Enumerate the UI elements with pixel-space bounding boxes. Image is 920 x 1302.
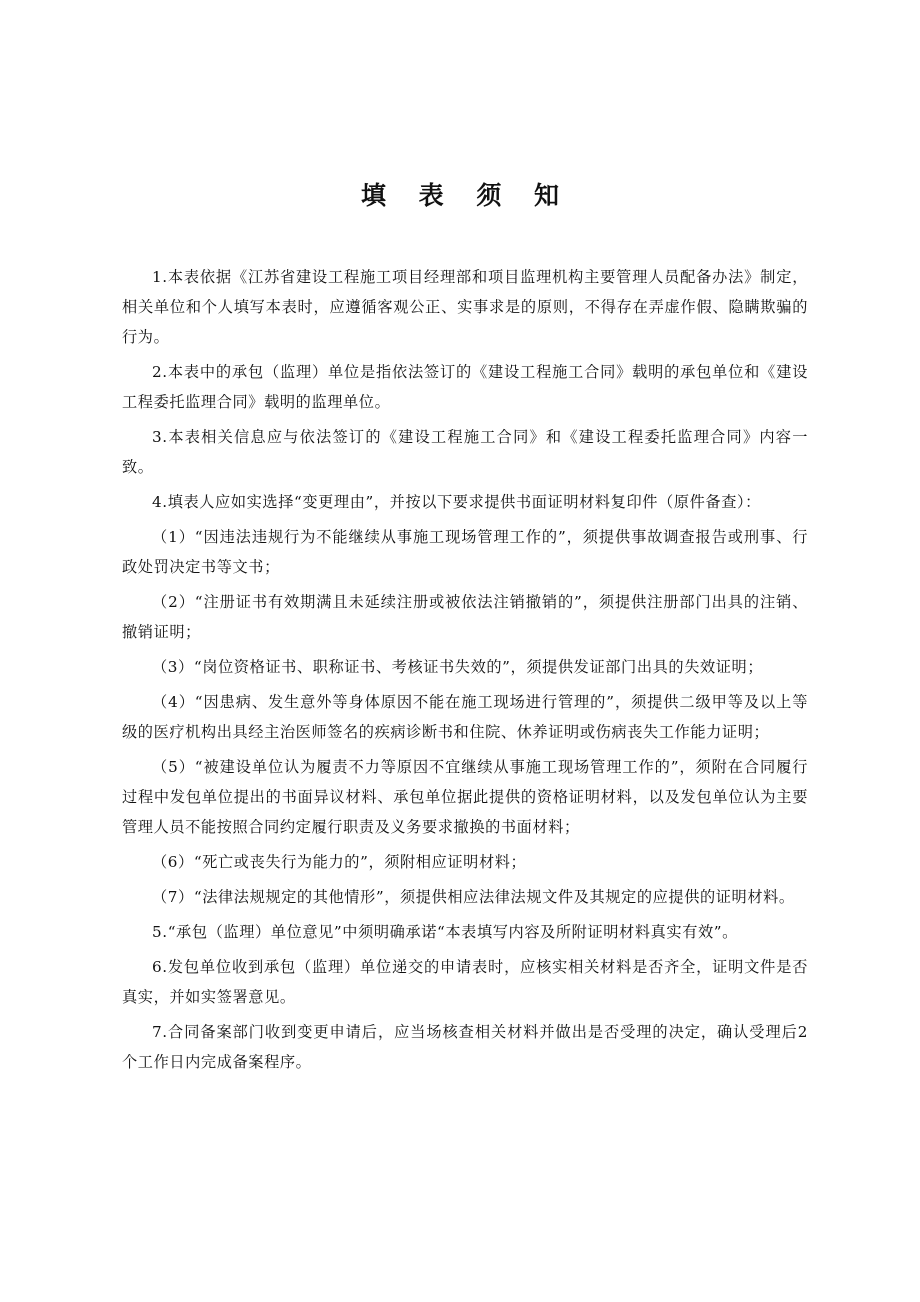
instruction-2: 2.本表中的承包（监理）单位是指依法签订的《建设工程施工合同》载明的承包单位和《建设工程委托监理合同》载明的监理单位。 — [122, 363, 808, 411]
instruction-6: 6.发包单位收到承包（监理）单位递交的申请表时，应核实相关材料是否齐全，证明文件是否真实，并如实签署意见。 — [122, 958, 808, 1006]
instructions-body — [122, 262, 808, 1082]
instruction-5: 5.“承包（监理）单位意见”中须明确承诺“本表填写内容及所附证明材料真实有效”。 — [152, 923, 738, 941]
instruction-4-item-6: （6）“死亡或丧失行为能力的”，须附相应证明材料； — [152, 853, 527, 871]
instruction-4-item-2: （2）“注册证书有效期满且未延续注册或被依法注销撤销的”，须提供注册部门出具的注销、撤销证明； — [122, 593, 808, 641]
instruction-1: 1.本表依据《江苏省建设工程施工项目经理部和项目监理机构主要管理人员配备办法》制定，相关单位和个人填写本表时，应遵循客观公正、实事求是的原则，不得存在弄虚作假、隐瞒欺骗的行为。 — [122, 268, 808, 346]
page-title: 填 表 须 知 — [360, 181, 572, 210]
instruction-4: 4.填表人应如实选择“变更理由”，并按以下要求提供书面证明材料复印件（原件备查）： — [152, 493, 761, 511]
instruction-4-item-7: （7）“法律法规规定的其他情形”，须提供相应法律法规文件及其规定的应提供的证明材料。 — [152, 888, 795, 906]
instruction-7: 7.合同备案部门收到变更申请后，应当场核查相关材料并做出是否受理的决定，确认受理后2个工作日内完成备案程序。 — [122, 1023, 808, 1071]
instruction-3: 3.本表相关信息应与依法签订的《建设工程施工合同》和《建设工程委托监理合同》内容一致。 — [122, 428, 808, 476]
instruction-4-item-4: （4）“因患病、发生意外等身体原因不能在施工现场进行管理的”，须提供二级甲等及以上等级的医疗机构出具经主治医师签名的疾病诊断书和住院、休养证明或伤病丧失工作能力证明； — [122, 693, 808, 741]
instruction-4-item-1: （1）“因违法违规行为不能继续从事施工现场管理工作的”，须提供事故调查报告或刑事、行政处罚决定书等文书； — [122, 528, 808, 576]
instruction-4-item-5: （5）“被建设单位认为履责不力等原因不宜继续从事施工现场管理工作的”，须附在合同履行过程中发包单位提出的书面异议材料、承包单位据此提供的资格证明材料，以及发包单位认为主要管理人员不能按照合同约定履行职责及义务要求撤换的书面材料； — [122, 758, 808, 836]
instruction-4-item-3: （3）“岗位资格证书、职称证书、考核证书失效的”，须提供发证部门出具的失效证明； — [152, 658, 764, 676]
